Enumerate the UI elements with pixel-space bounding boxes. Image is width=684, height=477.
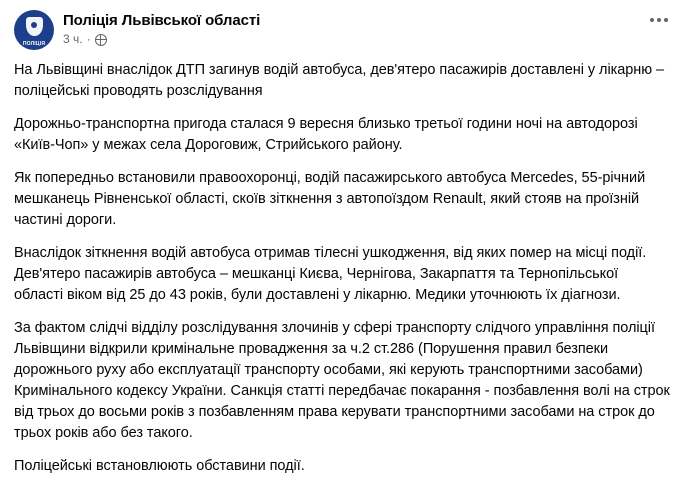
post-body [14,60,670,477]
police-shield-icon [26,17,43,36]
post-timestamp[interactable]: 3 ч. [63,32,83,46]
post-paragraph: За фактом слідчі відділу розслідування злочинів у сфері транспорту слідчого управління поліції Львівщини відкрили кримінальне провадження за ч.2 ст.286 (Порушення правил безпеки дорожнього руху або експлуатації транспорту особами, які керують транспортними засобами) Кримінального кодексу України. Санкція статті передбачає покарання - позбавлення волі на строк від трьох до восьми років з позбавленням права керувати транспортними засобами на строк до трьох років або без такого. [14,320,670,441]
dot-icon [664,18,668,22]
post-paragraph: Як попередньо встановили правоохоронці, водій пасажирського автобуса Mercedes, 55-річний мешканець Рівненської області, скоїв зіткнення з автопоїздом Renault, який стояв на проїзній частині дороги. [14,170,646,228]
globe-icon [95,34,107,46]
meta-separator: · [86,32,91,46]
post-header-text [63,10,260,47]
post-paragraph: Дорожньо-транспортна пригода сталася 9 вересня близько третьої години ночі на автодорозі «Київ-Чоп» у межах села Дороговиж, Стрийського району. [14,116,638,153]
post-meta [63,32,260,47]
post-header [14,10,670,54]
post-paragraph: Поліцейські встановлюють обставини події. [14,458,305,474]
post-options-button[interactable] [650,18,668,22]
avatar-banner-label: ПОЛІЦІЯ [22,41,46,47]
dot-icon [657,18,661,22]
post-paragraph: На Львівщині внаслідок ДТП загинув водій автобуса, дев'ятеро пасажирів доставлені у лікарню – поліцейські проводять розслідування [14,62,665,99]
post-paragraph: Внаслідок зіткнення водій автобуса отримав тілесні ушкодження, від яких помер на місці події. Дев'ятеро пасажирів автобуса – мешканці Києва, Чернігова, Закарпаття та Тернопільської області віком від 25 до 43 років, були доставлені у лікарню. Медики уточнюють їх діагнози. [14,245,647,303]
dot-icon [650,18,654,22]
avatar[interactable] [14,10,54,50]
page-name[interactable]: Поліція Львівської області [63,12,261,29]
